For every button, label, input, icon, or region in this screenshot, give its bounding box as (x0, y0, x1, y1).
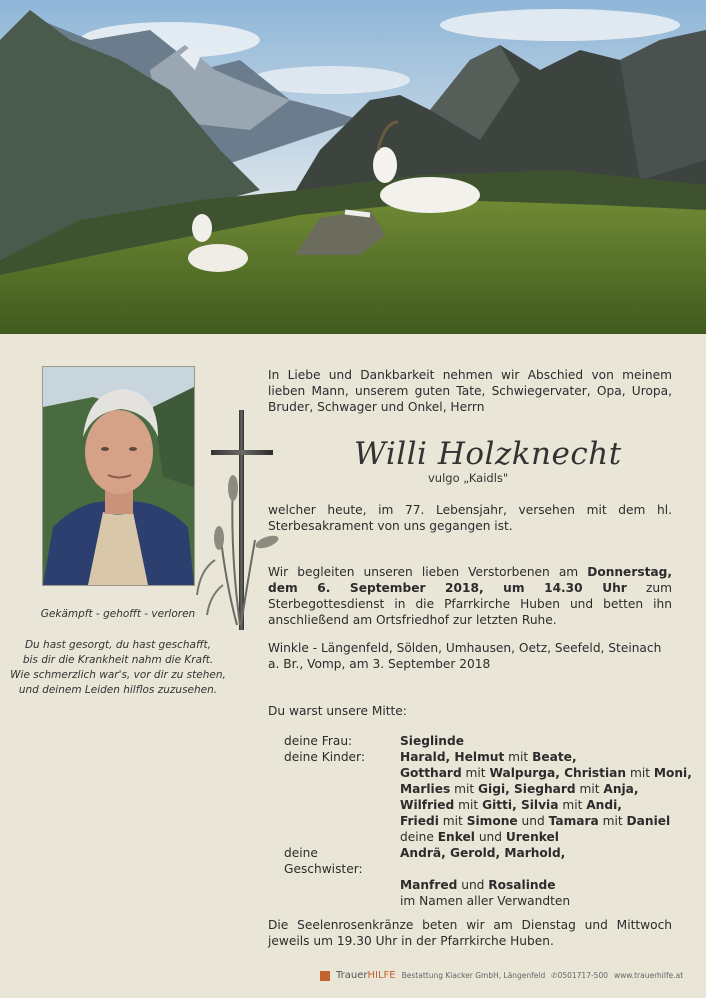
family-names: deine Enkel und Urenkel (400, 830, 559, 844)
family-row (284, 845, 694, 877)
logo-text: TrauerHILFE (336, 970, 396, 981)
family-names: Sieglinde (400, 734, 464, 748)
portrait-photo (42, 366, 195, 586)
footer-company: Bestattung Kiacker GmbH, Längenfeld (401, 971, 546, 980)
poem (10, 638, 226, 698)
family-names: im Namen aller Verwandten (400, 894, 571, 908)
ceremony-text (268, 564, 672, 628)
family-role: deine Geschwister: (284, 846, 363, 876)
family-row (284, 765, 694, 781)
family-names: Andrä, Gerold, Marhold, (400, 846, 566, 860)
family-row (284, 829, 694, 845)
family-row (284, 797, 694, 813)
family-row (284, 877, 694, 893)
family-row (284, 749, 694, 765)
family-names: Marlies mit Gigi, Sieghard mit Anja, (400, 782, 639, 796)
ceremony-before: Wir begleiten unseren lieben Verstorbenen am (268, 565, 588, 579)
family-names: Gotthard mit Walpurga, Christian mit Moni, (400, 766, 692, 780)
family-list (284, 733, 694, 909)
footer-web[interactable]: www.trauerhilfe.at (614, 971, 684, 980)
ceremony-date: Donnerstag, dem 6. September 2018, um 14.30 Uhr (268, 565, 672, 595)
family-row (284, 813, 694, 829)
family-names: Manfred und Rosalinde (400, 878, 556, 892)
footer (320, 970, 683, 981)
passed-text: welcher heute, im 77. Lebensjahr, versehen mit dem hl. Sterbesakrament von uns gegangen ist. (268, 503, 672, 533)
family-names: Harald, Helmut mit Beate, (400, 750, 577, 764)
deceased-name: Willi Holzknecht (354, 436, 622, 472)
rosary-text: Die Seelenrosenkränze beten wir am Dienstag und Mittwoch jeweils um 19.30 Uhr in der Pfarrkirche Huben. (268, 918, 672, 948)
mitte-text: Du warst unsere Mitte: (268, 704, 407, 718)
family-row (284, 893, 694, 909)
ceremony-after: zum Sterbegottesdienst in die Pfarrkirche Huben und betten ihn anschließend am Ortsfriedhof zur letzten Ruhe. (268, 581, 672, 627)
motto-text: Gekämpft - gehofft - verloren (40, 608, 196, 620)
family-role: deine Kinder: (284, 750, 365, 764)
poem-line: Wie schmerzlich war's, vor dir zu stehen, (10, 669, 226, 681)
place-date-text: Winkle - Längenfeld, Sölden, Umhausen, Oetz, Seefeld, Steinach a. Br., Vomp, am 3. September 2018 (268, 641, 662, 671)
poem-line: bis dir die Krankheit nahm die Kraft. (22, 654, 214, 666)
family-names: Wilfried mit Gitti, Silvia mit Andi, (400, 798, 622, 812)
poem-line: Du hast gesorgt, du hast geschafft, (24, 639, 212, 651)
intro-text: In Liebe und Dankbarkeit nehmen wir Abschied von meinem lieben Mann, unserem guten Tate, Schwiegervater, Opa, Uropa, Bruder, Schwager und Onkel, Herrn (268, 368, 672, 414)
family-row (284, 733, 694, 749)
family-role: deine Frau: (284, 734, 353, 748)
family-row (284, 781, 694, 797)
logo-icon (320, 971, 330, 981)
vulgo-name: vulgo „Kaidls" (428, 471, 509, 485)
poem-line: und deinem Leiden hilflos zuzusehen. (18, 684, 218, 696)
family-names: Friedi mit Simone und Tamara mit Daniel (400, 814, 671, 828)
hero-photo (0, 0, 706, 334)
footer-phone: ✆0501717-500 (551, 971, 608, 980)
